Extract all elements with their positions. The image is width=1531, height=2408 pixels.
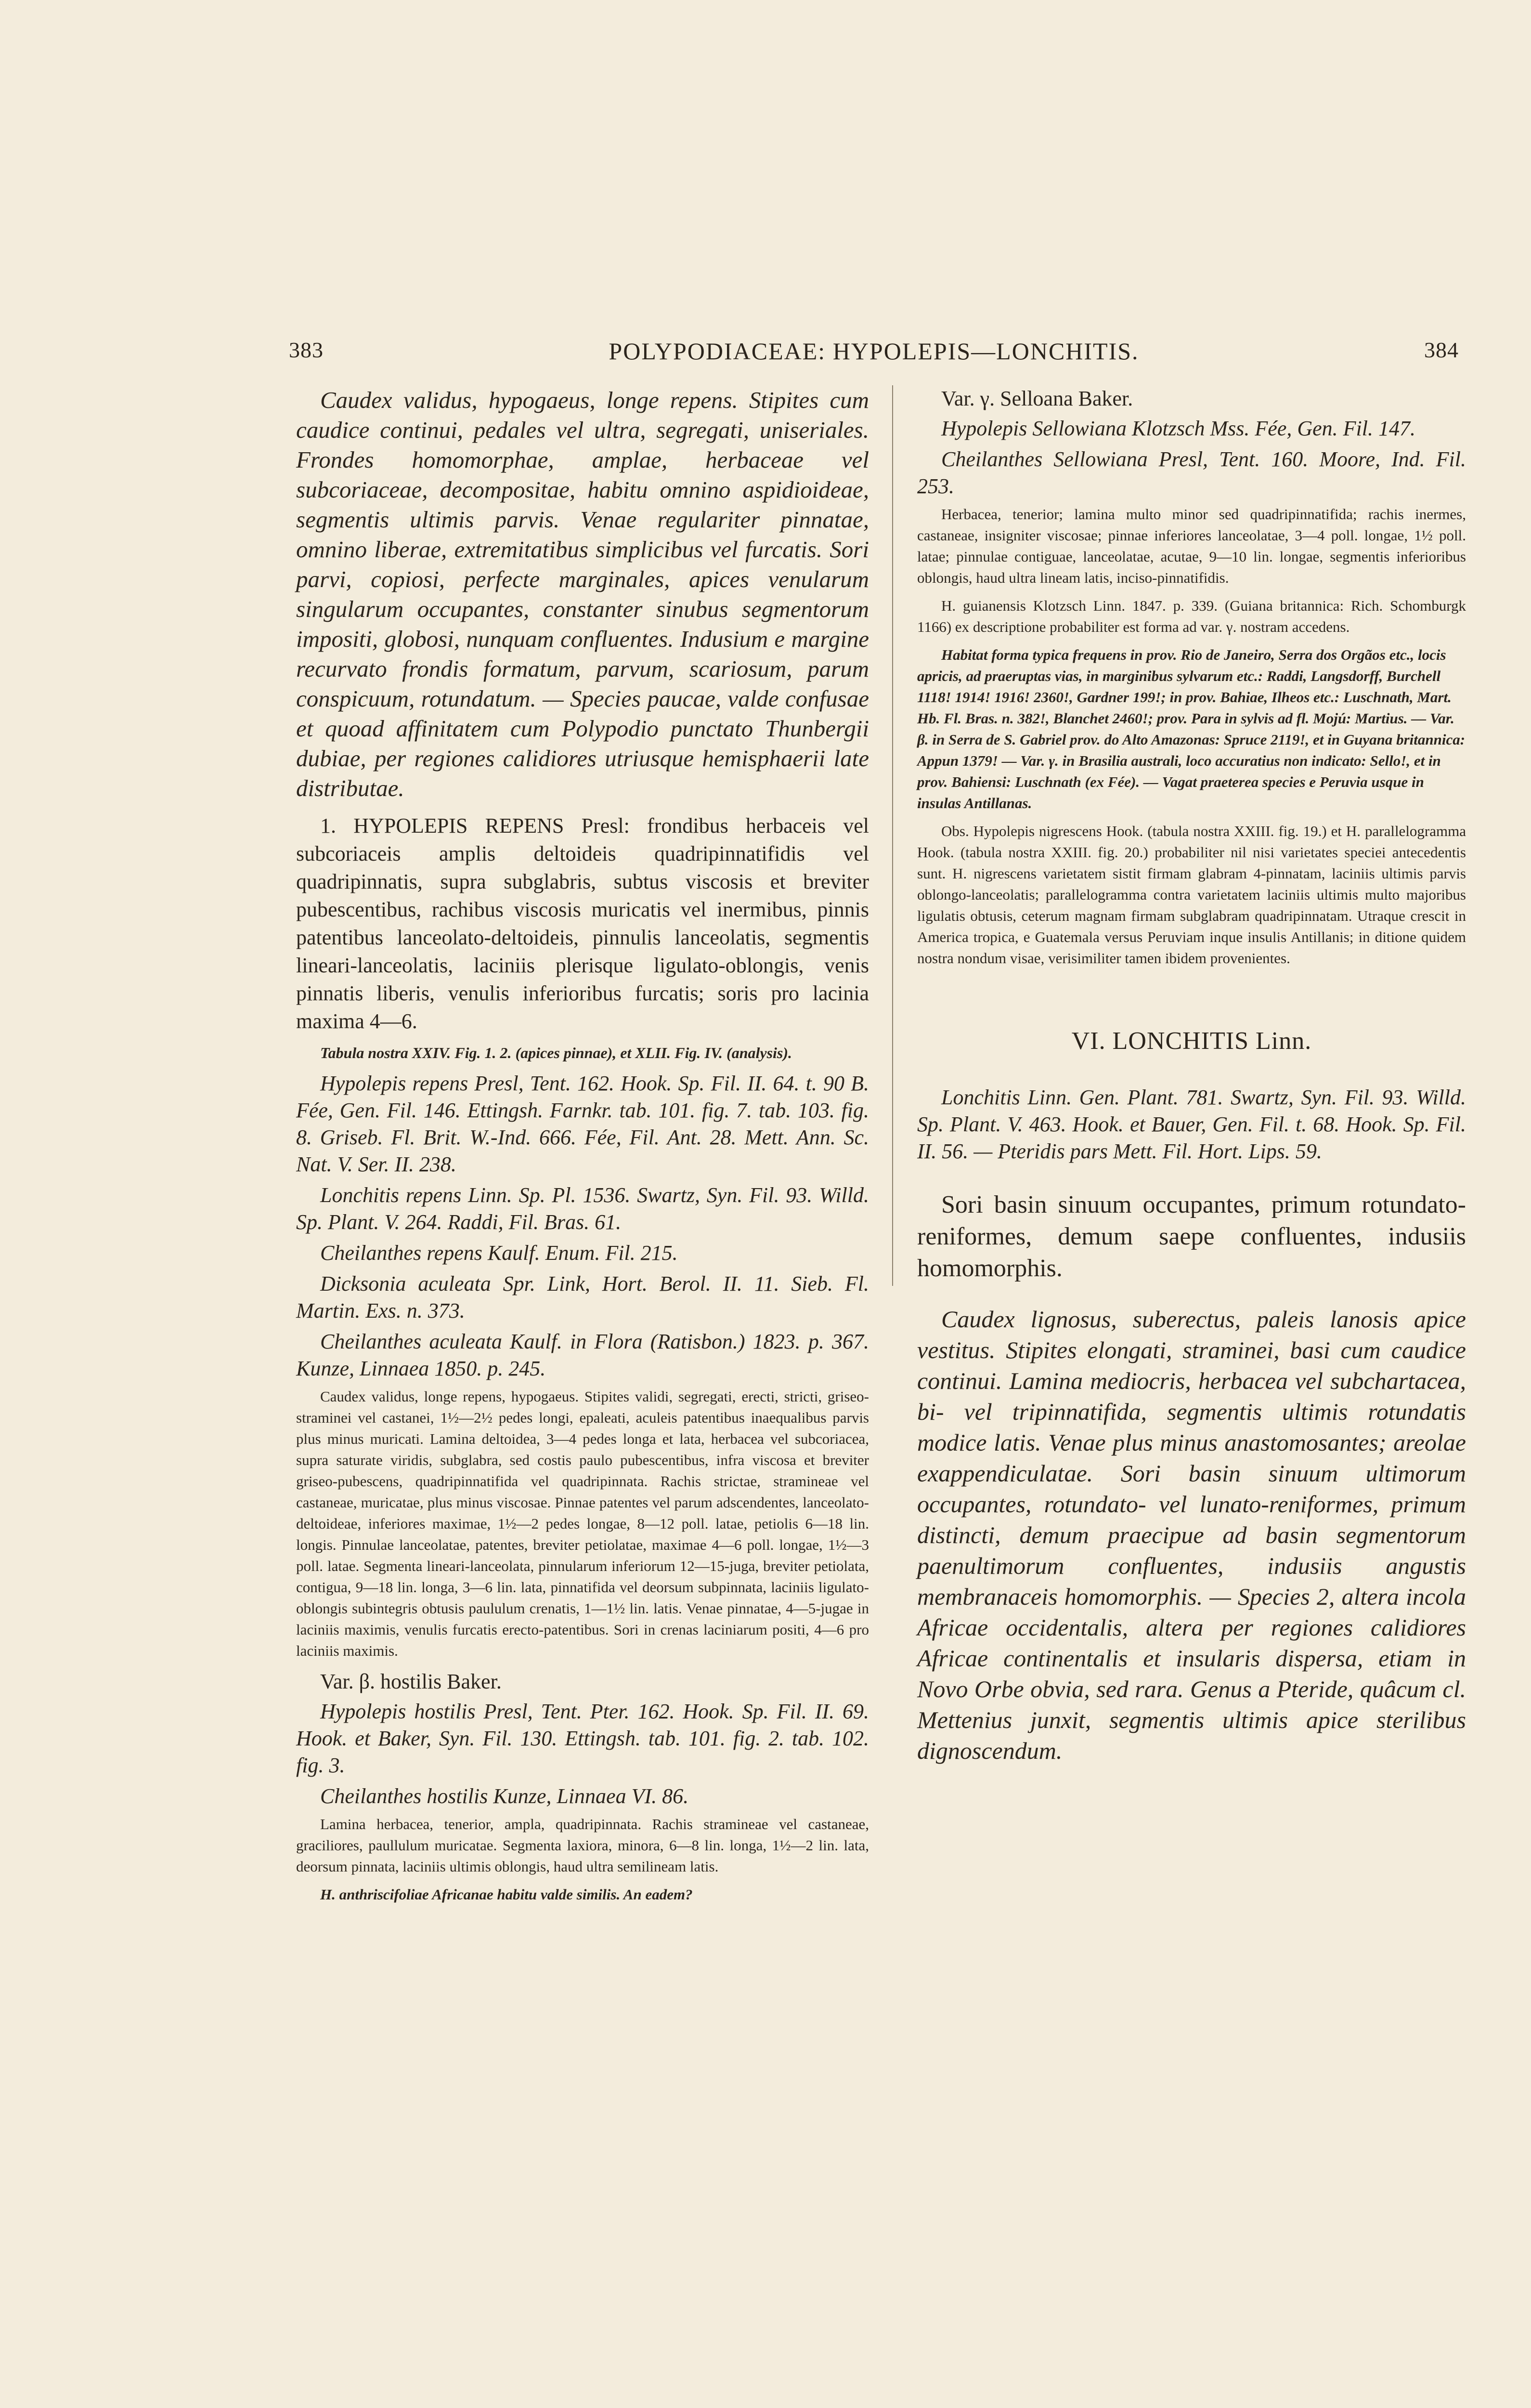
plate-reference: Tabula nostra XXIV. Fig. 1. 2. (apices pinnae), et XLII. Fig. IV. (analysis).: [320, 1044, 792, 1061]
synonym-ref: Cheilanthes aculeata Kaulf. in Flora (Ratisbon.) 1823. p. 367. Kunze, Linnaea 1850. p. 245.: [296, 1330, 869, 1380]
variety-beta-description: Lamina herbacea, tenerior, ampla, quadripinnata. Rachis stramineae vel castaneae, graciliores, paullulum muricatae. Segmenta laxiora, minora, 6—8 lin. longa, 1½—2 lin. lata, deorsum pinnata, laciniis ultimis oblongis, haud ultra semilineam latis.: [296, 1816, 869, 1875]
variety-beta-title: Var. β. hostilis Baker.: [320, 1670, 502, 1693]
synonym-ref: Dicksonia aculeata Spr. Link, Hort. Berol. II. 11. Sieb. Fl. Martin. Exs. n. 373.: [296, 1272, 869, 1322]
lonchitis-refs: Lonchitis Linn. Gen. Plant. 781. Swartz, Syn. Fil. 93. Willd. Sp. Plant. V. 463. Hook. et Bauer, Gen. Fil. t. 68. Hook. Sp. Fil. II. 56. — Pteridis pars Mett. Fil. Hort. Lips. 59.: [917, 1086, 1466, 1163]
section-heading: VI. LONCHITIS Linn.: [1071, 1027, 1312, 1055]
genus-description: Caudex validus, hypogaeus, longe repens. Stipites cum caudice continui, pedales vel ultra, segregati, uniseriales. Frondes homomorphae, amplae, herbaceae vel subcoriaceae, decompositae, habitu omnino aspidioideae, segmentis ultimis parvis. Venae regulariter pinnatae, omnino liberae, extremitatibus simplicibus vel furcatis. Sori parvi, copiosi, perfecte marginales, apices venularum singularum occupantes, constanter sinubus segmentorum impositi, globosi, nunquam confluentes. Indusium e margine recurvato frondis formatum, parvum, scariosum, parum conspicuum, rotundatum. — Species paucae, valde confusae et quoad affinitatem cum Polypodio punctato Thunbergii dubiae, per regiones calidiores utriusque hemisphaerii late distributae.: [296, 387, 869, 801]
variety-gamma-title: Var. γ. Selloana Baker.: [941, 387, 1133, 410]
variety-beta-ref: Cheilanthes hostilis Kunze, Linnaea VI. 86.: [320, 1784, 689, 1808]
synonym-ref: Cheilanthes repens Kaulf. Enum. Fil. 215.: [320, 1241, 678, 1265]
page-header: [289, 337, 1459, 371]
variety-gamma-description: Herbacea, tenerior; lamina multo minor sed quadripinnatifida; rachis inermes, castaneae, insigniter viscosae; pinnae inferiores lanceolatae, 3—4 poll. longae, 1½ poll. latae; pinnulae contiguae, lanceolatae, acutae, 9—10 lin. longae, segmentis inferioribus oblongis, haud ultra lineam latis, inciso-pinnatifidis.: [917, 506, 1466, 586]
synonym-ref: Lonchitis repens Linn. Sp. Pl. 1536. Swartz, Syn. Fil. 93. Willd. Sp. Plant. V. 264. Raddi, Fil. Bras. 61.: [296, 1183, 869, 1234]
synonym-ref: Hypolepis repens Presl, Tent. 162. Hook. Sp. Fil. II. 64. t. 90 B. Fée, Gen. Fil. 146. Ettingsh. Farnkr. tab. 101. fig. 7. tab. 103. fig. 8. Griseb. Fl. Brit. W.-Ind. 666. Fée, Fil. Ant. 28. Mett. Ann. Sc. Nat. V. Ser. II. 238.: [296, 1072, 869, 1176]
variety-beta-note: H. anthriscifoliae Africanae habitu valde similis. An eadem?: [320, 1886, 693, 1903]
observation-paragraph: Obs. Hypolepis nigrescens Hook. (tabula nostra XXIII. fig. 19.) et H. parallelogramma Hook. (tabula nostra XXIII. fig. 20.) probabiliter nil nisi varietates speciei antecedentis sunt. H. nigrescens varietatem sistit firmam glabram 4-pinnatam, laciniis ultimis parvis oblongo-lanceolatis; parallelogramma contra varietatem laciniis ultimis multo majoribus ligulatis obtusis, ceterum magnam firmam subglabram quadripinnatam. Utraque crescit in America tropica, e Guatemala versus Peruviam inque insulis Antillanis; in ditione quidem nostra nondum visae, verisimiliter tamen ibidem provenientes.: [917, 823, 1466, 967]
running-title: POLYPODIACEAE: HYPOLEPIS—LONCHITIS.: [609, 338, 1139, 365]
species-description: Caudex validus, longe repens, hypogaeus. Stipites validi, segregati, erecti, stricti, griseo-straminei vel castanei, 1½—2½ pedes longi, epaleati, aculeis patentibus inaequalibus parvis plus minus muricati. Lamina deltoidea, 3—4 pedes longa et lata, herbacea vel subcoriacea, supra saturate viridis, subglabra, sed costis paulo pubescentibus, infra viscosa et breviter griseo-pubescens, quadripinnatifida vel quadripinnata. Rachis strictae, stramineae vel castaneae, muricatae, plus minus viscosae. Pinnae patentes vel parum adscendentes, lanceolato-deltoideae, inferiores maximae, 1½—2 pedes longae, 8—12 poll. latae, petiolis 6—18 lin. longis. Pinnulae lanceolatae, patentes, breviter petiolatae, maximae 4—6 poll. longae, 1½—3 poll. latae. Segmenta lineari-lanceolata, pinnularum inferiorum 12—15-juga, breviter petiolata, contigua, 9—18 lin. longa, 3—6 lin. lata, pinnatifida vel deorsum subpinnata, laciniis ligulato-oblongis subintegris obtusis paululum crenatis, 1—1½ lin. latis. Venae pinnatae, 4—5-jugae in laciniis maximis, venulis furcatis erecto-patentibus. Sori in crenas laciniarum positi, 4—6 pro laciniis maximis.: [296, 1388, 869, 1659]
left-column: [296, 385, 869, 1912]
page-number-left: 383: [289, 338, 324, 362]
variety-beta-ref: Hypolepis hostilis Presl, Tent. Pter. 162. Hook. Sp. Fil. II. 69. Hook. et Baker, Syn. Fil. 130. Ettingsh. tab. 101. fig. 2. tab. 102. fig. 3.: [296, 1700, 869, 1777]
variety-gamma-ref: Cheilanthes Sellowiana Presl, Tent. 160. Moore, Ind. Fil. 253.: [917, 447, 1466, 498]
page-number-right: 384: [1424, 338, 1459, 362]
guianensis-note: H. guianensis Klotzsch Linn. 1847. p. 339. (Guiana britannica: Rich. Schomburgk 1166) ex descriptione probabiliter est forma ad var. γ. nostram accedens.: [917, 597, 1466, 635]
lonchitis-description: Caudex lignosus, suberectus, paleis lanosis apice vestitus. Stipites elongati, straminei, basi cum caudice continui. Lamina mediocris, herbacea vel subchartacea, bi- vel tripinnatifida, segmentis ultimis rotundatis modice latis. Venae plus minus anastomosantes; areolae exappendiculatae. Sori basin sinuum ultimorum occupantes, rotundato- vel lunato-reniformes, primum distincti, demum praecipue ad basin segmentorum paenultimorum confluentes, indusiis angustis membranaceis homomorphis. — Species 2, altera incola Africae occidentalis, altera per regiones calidiores Africae continentalis et insularis dispersa, etiam in Novo Orbe obvia, sed rara. Genus a Pteride, quâcum cl. Mettenius junxit, segmentis ultimis apice sterilibus dignoscendum.: [917, 1306, 1466, 1764]
variety-gamma-ref: Hypolepis Sellowiana Klotzsch Mss. Fée, Gen. Fil. 147.: [941, 417, 1415, 440]
habitat-paragraph: Habitat forma typica frequens in prov. Rio de Janeiro, Serra dos Orgãos etc., locis apricis, ad praeruptas vias, in marginibus sylvarum etc.: Raddi, Langsdorff, Burchell 1118! 1914! 1916! 2360!, Gardner 199!; in prov. Bahiae, Ilheos etc.: Luschnath, Mart. Hb. Fl. Bras. n. 382!, Blanchet 2460!; prov. Para in sylvis ad fl. Mojú: Martius. — Var. β. in Serra de S. Gabriel prov. do Alto Amazonas: Spruce 2119!, et in Guyana britannica: Appun 1379! — Var. γ. in Brasilia australi, loco accuratius non indicato: Sello!, et in prov. Bahiensi: Luschnath (ex Fée). — Vagat praeterea species e Peruvia usque in insulas Antillanas.: [917, 646, 1466, 811]
column-divider: [892, 385, 893, 1286]
species-diagnosis: 1. HYPOLEPIS REPENS Presl: frondibus herbaceis vel subcoriaceis amplis deltoideis quadripinnatifidis vel quadripinnatis, supra subglabris, subtus viscosis et breviter pubescentibus, rachibus viscosis muricatis vel inermibus, pinnis patentibus lanceolato-deltoideis, pinnulis lanceolatis, segmentis lineari-lanceolatis, laciniis plerisque ligulato-oblongis, venis pinnatis liberis, venulis inferioribus furcatis; soris pro lacinia maxima 4—6.: [296, 814, 869, 1033]
sori-key: Sori basin sinuum occupantes, primum rotundato-reniformes, demum saepe confluentes, indusiis homomorphis.: [917, 1191, 1466, 1282]
right-column: [917, 385, 1466, 1766]
